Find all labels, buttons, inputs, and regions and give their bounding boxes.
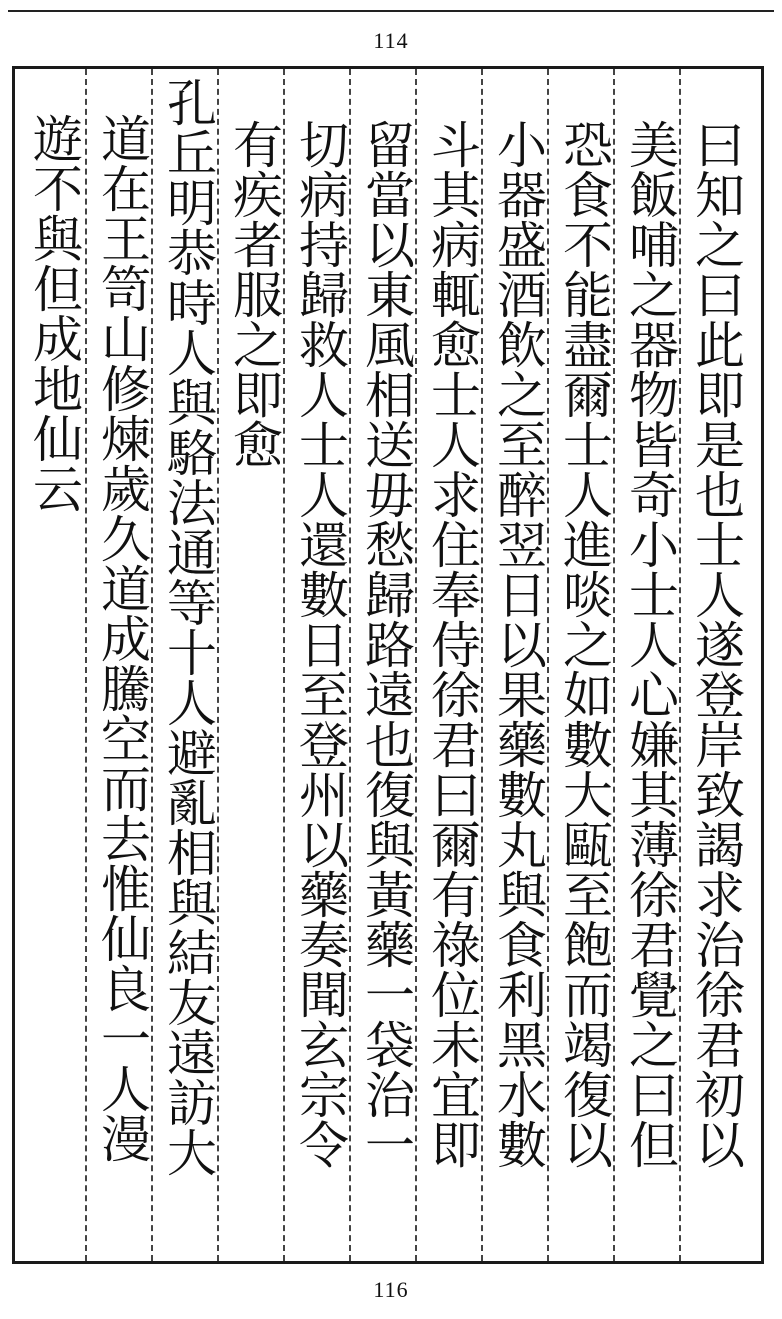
text-column-5: 斗其病輒愈士人求住奉侍徐君曰爾有祿位未宜即 xyxy=(423,119,481,1169)
text-frame xyxy=(12,66,764,1264)
text-column-6: 留當以東風相送毋愁歸路遠也復與黃藥一袋治一 xyxy=(357,119,415,1169)
text-column-8: 有疾者服之即愈 xyxy=(225,119,283,469)
text-column-10: 道在王笥山修煉歲久道成騰空而去惟仙良一人漫 xyxy=(93,113,151,1163)
top-rule xyxy=(8,10,774,12)
page-number-top: 114 xyxy=(373,28,409,53)
text-column-2: 美飯哺之器物皆奇小士人心嫌其薄徐君覺之曰但 xyxy=(621,119,679,1169)
page-number-bottom: 116 xyxy=(373,1277,409,1302)
text-column-4: 小器盛酒飲之至醉翌日以果藥數丸與食利黑水數 xyxy=(489,119,547,1169)
text-column-3: 恐食不能盡爾士人進啖之如數大甌至飽而竭復以 xyxy=(555,119,613,1169)
text-column-7: 切病持歸救人士人還數日至登州以藥奏聞玄宗令 xyxy=(291,119,349,1169)
text-column-1: 曰知之曰此即是也士人遂登岸致謁求治徐君初以 xyxy=(687,119,745,1169)
text-column-9: 孔丘明恭時人與駱法通等十人避亂相與結友遠訪大 xyxy=(159,77,217,1177)
text-column-11: 遊不與但成地仙云 xyxy=(25,113,83,513)
